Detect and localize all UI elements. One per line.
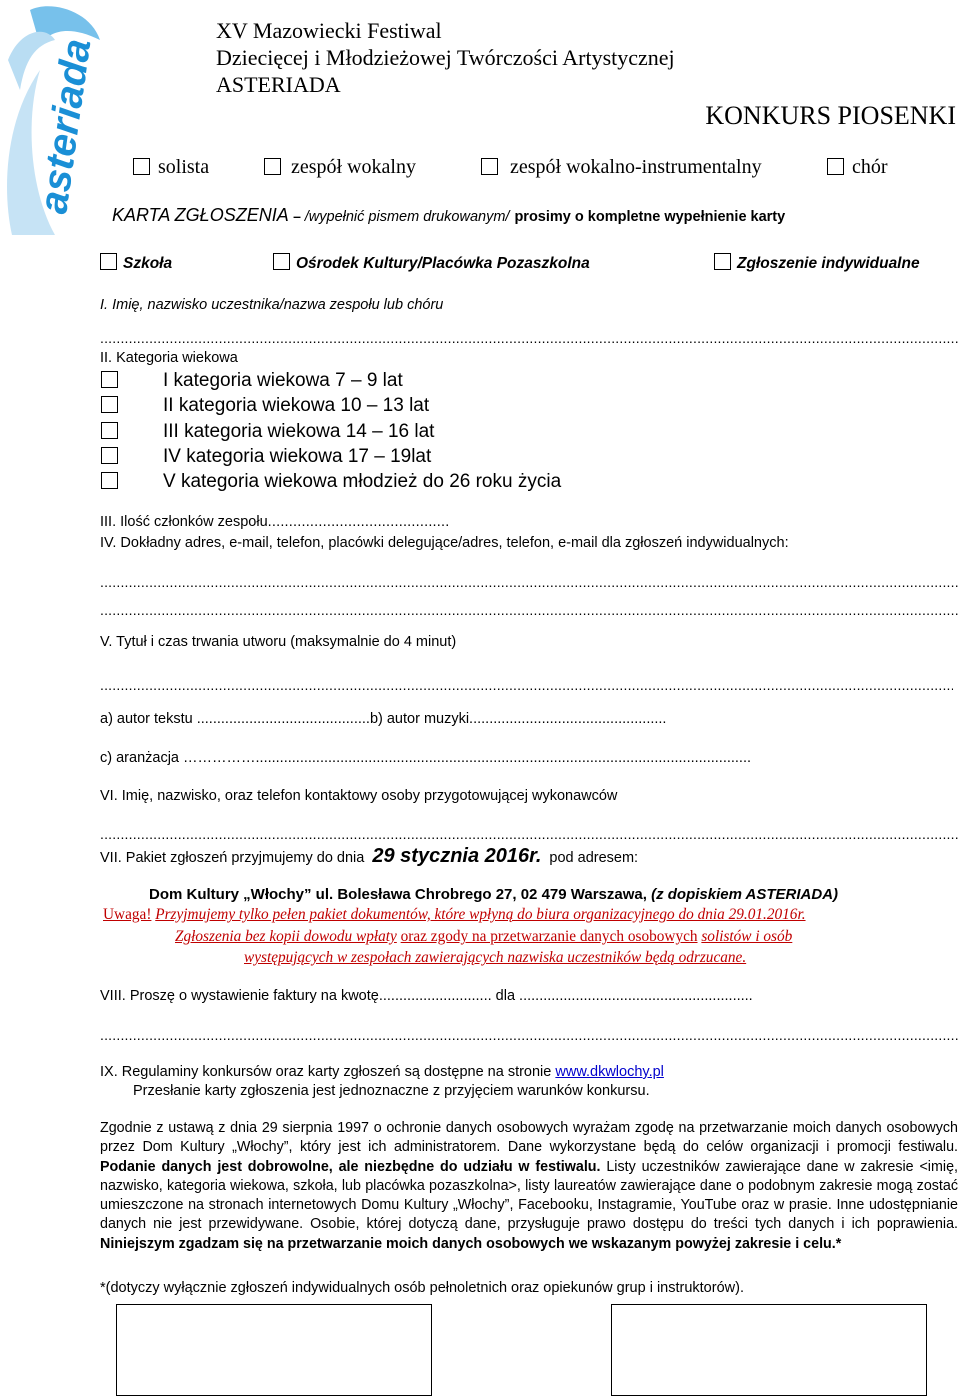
checkbox[interactable] [101,371,118,388]
consent-paragraph [100,1119,958,1254]
section-5-arrangement[interactable]: c) aranżacja ……………........................................................................................................................... [100,750,752,766]
festival-title-line2: Dziecięcej i Młodzieżowej Twórczości Artystycznej [216,45,675,70]
section-7-text [100,845,638,868]
warning-line-3: występujących w zespołach zawierających nazwiska uczestników będą odrzucane. [244,949,747,966]
form-hint: /wypełnić pismem drukowanym/ [304,209,510,225]
form-heading [112,205,785,226]
form-request: prosimy o kompletne wypełnienie karty [514,209,786,225]
signature-box-left[interactable] [116,1304,432,1396]
ensemble-option-label: chór [852,156,888,178]
section-7-prefix: VII. Pakiet zgłoszeń przyjmujemy do dnia [100,850,365,866]
festival-logo [0,0,110,240]
section-1-input-line[interactable] [100,330,958,346]
ensemble-option-solista[interactable] [133,156,209,179]
section-5-authors[interactable]: a) autor tekstu ...........................................b) autor muzyki................................................. [100,711,667,727]
ensemble-option-vocal[interactable] [264,156,416,179]
entry-type-culture-center[interactable] [273,253,590,273]
checkbox[interactable] [273,253,290,270]
entry-type-school[interactable] [100,253,172,273]
address-note: (z dopiskiem ASTERIADA) [651,886,839,903]
section-9-prefix: IX. Regulaminy konkursów oraz karty zgłoszeń są dostępne na stronie [100,1064,552,1080]
organizer-address [149,886,838,903]
ensemble-option-choir[interactable] [827,156,888,179]
checkbox[interactable] [101,447,118,464]
section-1-label: I. Imię, nazwisko uczestnika/nazwa zespołu lub chóru [100,297,444,313]
section-3-input-line[interactable]: ........................................... [267,514,450,530]
section-6-label: VI. Imię, nazwisko, oraz telefon kontaktowy osoby przygotowującej wykonawców [100,788,618,804]
section-8-invoice[interactable]: VIII. Proszę o wystawienie faktury na kwotę............................ dla .......................................................... [100,988,753,1004]
section-5-label: V. Tytuł i czas trwania utworu (maksymalnie do 4 minut) [100,634,457,650]
age-category-5[interactable] [101,471,561,493]
ensemble-option-label: zespół wokalny [291,156,416,178]
ensemble-option-label: solista [158,156,210,178]
age-category-2[interactable] [101,395,429,417]
festival-title-line1: XV Mazowiecki Festiwal [216,18,442,43]
section-6-input-line[interactable] [100,826,958,842]
section-9-line-1 [100,1064,664,1080]
entry-type-label: Ośrodek Kultury/Placówka Pozaszkolna [296,255,590,272]
checkbox[interactable] [714,253,731,270]
deadline-date: 29 stycznia 2016r. [372,845,542,867]
section-3-field[interactable] [100,514,449,530]
section-4-input-line-1[interactable] [100,574,958,590]
warning-text-2a: Zgłoszenia bez kopii dowodu wpłaty [175,928,397,945]
checkbox[interactable] [481,158,498,175]
ensemble-option-vocal-instrumental[interactable] [481,156,762,179]
age-category-1[interactable] [101,370,403,392]
asteriada-logo-graphic [0,0,110,240]
entry-type-label: Zgłoszenie indywidualne [737,255,920,272]
section-3-label: III. Ilość członków zespołu [100,514,268,530]
age-category-label: I kategoria wiekowa 7 – 9 lat [163,370,403,391]
section-7-suffix: pod adresem: [549,850,639,866]
consent-text-2: Listy uczestników zawierające dane w zakresie <imię, nazwisko, kategoria wiekowa, szkoła, lub placówka pozaszkolna>, listy laureatów zawierające dane o podobnym zakresie mogą zostać umieszczone na stronach internetowych Domu Kultury „Włochy”, Facebooku, Instagramie, YouTube oraz w prasie. Inne udostępnianie danych nie jest przewidywane. Osobie, której dotyczą dane, przysługuje prawo dostępu do treści tych danych i ich poprawienia. [100,1158,958,1233]
form-title: KARTA ZGŁOSZENIA [112,205,289,225]
checkbox[interactable] [100,253,117,270]
entry-type-individual[interactable] [714,253,920,273]
checkbox[interactable] [827,158,844,175]
section-2-label: II. Kategoria wiekowa [100,350,238,366]
signature-box-right[interactable] [611,1304,927,1396]
website-link[interactable]: www.dkwlochy.pl [555,1064,664,1080]
warning-text-2b: oraz zgody na przetwarzanie danych osobowych [400,928,698,945]
age-category-3[interactable] [101,421,434,443]
contest-name: KONKURS PIOSENKI [705,101,956,130]
age-category-label: III kategoria wiekowa 14 – 16 lat [163,421,435,442]
checkbox[interactable] [133,158,150,175]
entry-type-label: Szkoła [123,255,173,272]
section-4-input-line-2[interactable] [100,602,958,618]
checkbox[interactable] [101,422,118,439]
festival-title-line3: ASTERIADA [216,72,341,97]
section-4-label: IV. Dokładny adres, e-mail, telefon, placówki delegujące/adres, telefon, e-mail dla zgłoszeń indywidualnych: [100,535,789,551]
consent-text-1: Zgodnie z ustawą z dnia 29 sierpnia 1997 o ochronie danych osobowych wyrażam zgodę na przetwarzanie moich danych osobowych przez Dom Kultury „Włochy”, który jest ich administratorem. Dane wykorzystane będą do celów organizacji i promocji festiwalu. [100,1120,958,1156]
warning-text-2c: solistów i osób [701,928,793,945]
ensemble-option-label: zespół wokalno-instrumentalny [510,156,762,178]
age-category-label: V kategoria wiekowa młodzież do 26 roku życia [163,471,562,492]
warning-text-1: Przyjmujemy tylko pełen pakiet dokumentów, które wpłyną do biura organizacyjnego do dnia 29.01.2016r. [155,906,806,923]
consent-required-note: Podanie danych jest dobrowolne, ale niezbędne do udziału w festiwalu. [100,1158,601,1175]
age-category-label: II kategoria wiekowa 10 – 13 lat [163,395,430,416]
consent-footnote: *(dotyczy wyłącznie zgłoszeń indywidualnych osób pełnoletnich oraz opiekunów grup i instruktorów). [100,1280,744,1296]
logo-text: asteriada [31,36,100,217]
section-8-input-line[interactable] [100,1027,958,1043]
checkbox[interactable] [101,396,118,413]
address-text: Dom Kultury „Włochy” ul. Bolesława Chrobrego 27, 02 479 Warszawa, [149,886,647,903]
form-dash: – [293,208,305,224]
checkbox[interactable] [101,472,118,489]
section-5-input-line[interactable] [100,677,953,693]
checkbox[interactable] [264,158,281,175]
age-category-4[interactable] [101,446,431,468]
warning-line-2 [175,928,792,946]
age-category-label: IV kategoria wiekowa 17 – 19lat [163,446,432,467]
warning-label: Uwaga! [103,906,152,923]
warning-line-1 [103,906,806,924]
consent-agreement: Niniejszym zgadzam się na przetwarzanie moich danych osobowych we wskazanym powyżej zakresie i celu.* [100,1235,842,1252]
section-9-line-2: Przesłanie karty zgłoszenia jest jednoznaczne z przyjęciem warunków konkursu. [133,1083,650,1099]
